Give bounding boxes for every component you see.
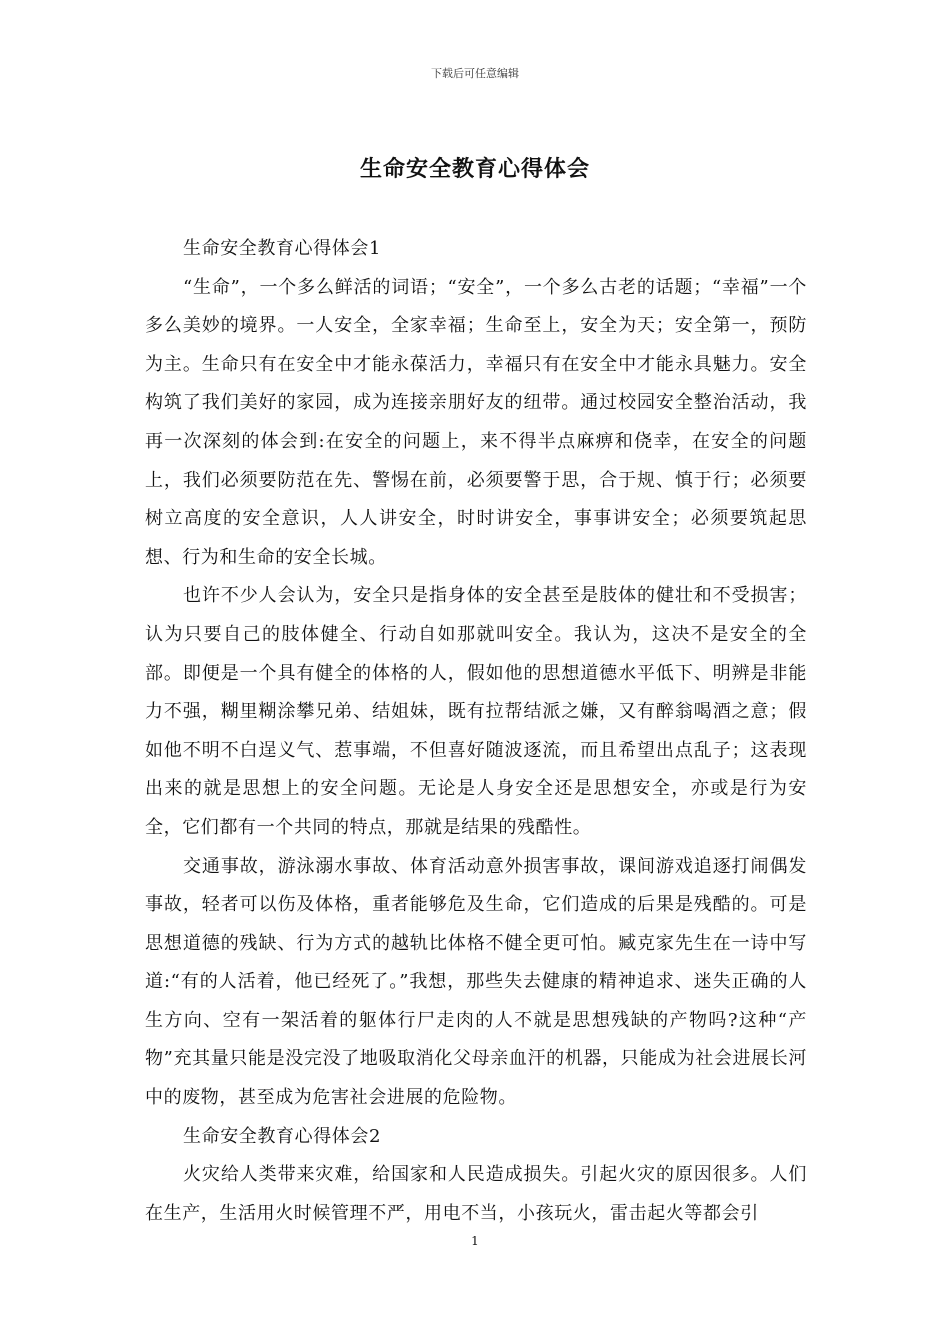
body-paragraph: 火灾给人类带来灾难，给国家和人民造成损失。引起火灾的原因很多。人们在生产，生活用火时候管理不严，用电不当，小孩玩火，雷击起火等都会引 — [145, 1164, 807, 1224]
body-paragraph: 也许不少人会认为，安全只是指身体的安全甚至是肢体的健壮和不受损害；认为只要自己的肢体健全、行动自如那就叫安全。我认为，这决不是安全的全部。即便是一个具有健全的体格的人，假如他的思想道德水平低下、明辨是非能力不强，糊里糊涂攀兄弟、结姐妹，既有拉帮结派之嫌，又有醉翁喝酒之意；假如他不明不白逞义气、惹事端，不但喜好随波逐流，而且希望出点乱子；这表现出来的就是思想上的安全问题。无论是人身安全还是思想安全，亦或是行为安全，它们都有一个共同的特点，那就是结果的残酷性。 — [145, 585, 807, 838]
document-title: 生命安全教育心得体会 — [359, 156, 590, 182]
page-number: 1 — [471, 1234, 479, 1248]
document-body — [145, 230, 807, 1233]
body-paragraph: 交通事故，游泳溺水事故、体育活动意外损害事故，课间游戏追逐打闹偶发事故，轻者可以伤及体格，重者能够危及生命，它们造成的后果是残酷的。可是思想道德的残缺、行为方式的越轨比体格不健全更可怕。臧克家先生在一诗中写道:“有的人活着，他已经死了。”我想，那些失去健康的精神追求、迷失正确的人生方向、空有一架活着的躯体行尸走肉的人不就是思想残缺的产物吗?这种“产物”充其量只能是没完没了地吸取消化父母亲血汗的机器，只能成为社会进展长河中的废物，甚至成为危害社会进展的危险物。 — [145, 855, 807, 1109]
body-paragraph: “生命”，一个多么鲜活的词语；“安全”，一个多么古老的话题；“幸福”一个多么美妙的境界。一人安全，全家幸福；生命至上，安全为天；安全第一，预防为主。生命只有在安全中才能永葆活力，幸福只有在安全中才能永具魅力。安全构筑了我们美好的家园，成为连接亲朋好友的纽带。通过校园安全整治活动，我再一次深刻的体会到:在安全的问题上，来不得半点麻痹和侥幸，在安全的问题上，我们必须要防范在先、警惕在前，必须要警于思，合于规、慎于行；必须要树立高度的安全意识，人人讲安全，时时讲安全，事事讲安全；必须要筑起思想、行为和生命的安全长城。 — [145, 276, 807, 568]
section-heading-1: 生命安全教育心得体会1 — [183, 238, 382, 259]
page-header: 下载后可任意编辑 — [431, 67, 519, 80]
section-heading-2: 生命安全教育心得体会2 — [183, 1125, 382, 1147]
